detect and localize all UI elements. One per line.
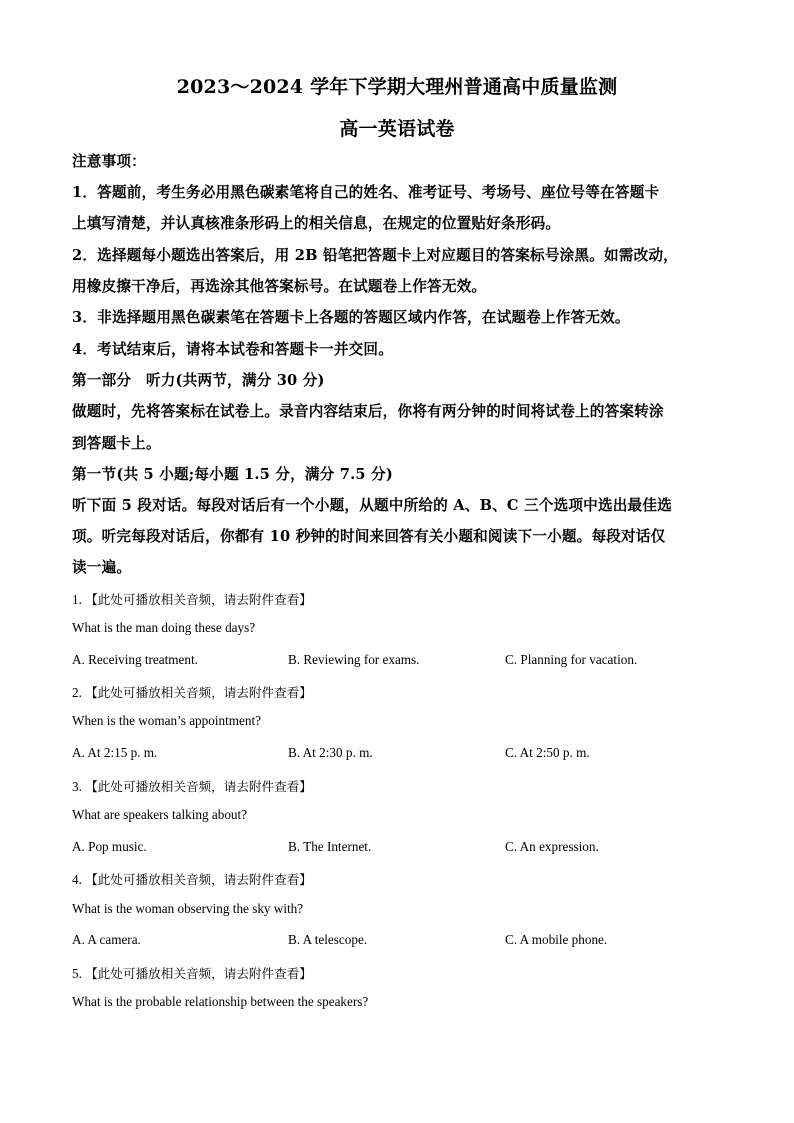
- question-1-option-a: A. Receiving treatment.: [72, 652, 198, 667]
- question-2-audio[interactable]: [72, 682, 312, 701]
- part1-intro-line: 到答题卡上。: [72, 435, 161, 452]
- question-2-option-c: C. At 2:50 p. m.: [505, 745, 590, 760]
- section1-intro-line: 项。听完每段对话后，你都有 10 秒钟的时间来回答有关小题和阅读下一小题。每段对话仅: [72, 528, 666, 545]
- question-2-option-a: A. At 2:15 p. m.: [72, 745, 158, 760]
- question-number: 5.: [72, 966, 82, 981]
- question-1-audio[interactable]: [72, 589, 312, 608]
- question-4-text: What is the woman observing the sky with?: [72, 901, 304, 916]
- question-2-option-b: B. At 2:30 p. m.: [288, 745, 373, 760]
- question-number: 3.: [72, 779, 82, 794]
- question-5-text: What is the probable relationship between the speakers?: [72, 994, 369, 1009]
- question-4-audio[interactable]: [72, 869, 312, 888]
- notice-line: 2．选择题每小题选出答案后，用 2B 铅笔把答题卡上对应题目的答案标号涂黑。如需改动，: [72, 247, 678, 264]
- question-number: 1.: [72, 592, 82, 607]
- audio-placeholder[interactable]: 【此处可播放相关音频，请去附件查看】: [85, 872, 312, 887]
- question-1-text: What is the man doing these days?: [72, 620, 256, 635]
- question-number: 2.: [72, 685, 82, 700]
- question-4-option-a: A. A camera.: [72, 932, 141, 947]
- question-3-option-a: A. Pop music.: [72, 839, 147, 854]
- question-4-option-c: C. A mobile phone.: [505, 932, 608, 947]
- notice-line: 1．答题前，考生务必用黑色碳素笔将自己的姓名、准考证号、考场号、座位号等在答题卡: [72, 184, 660, 201]
- question-5-audio[interactable]: [72, 963, 312, 982]
- question-1-option-c: C. Planning for vacation.: [505, 652, 638, 667]
- section1-heading: 第一节(共 5 小题;每小题 1.5 分，满分 7.5 分): [72, 466, 393, 483]
- question-3-text: What are speakers talking about?: [72, 807, 248, 822]
- notice-line: 上填写清楚，并认真核准条形码上的相关信息，在规定的位置贴好条形码。: [72, 215, 561, 232]
- part1-heading: 第一部分 听力(共两节，满分 30 分): [72, 372, 325, 389]
- question-3-option-c: C. An expression.: [505, 839, 599, 854]
- question-1-option-b: B. Reviewing for exams.: [288, 652, 420, 667]
- part1-intro-line: 做题时，先将答案标在试卷上。录音内容结束后，你将有两分钟的时间将试卷上的答案转涂: [72, 403, 664, 420]
- question-number: 4.: [72, 872, 82, 887]
- question-4-option-b: B. A telescope.: [288, 932, 368, 947]
- question-3-audio[interactable]: [72, 776, 312, 795]
- audio-placeholder[interactable]: 【此处可播放相关音频，请去附件查看】: [85, 966, 312, 981]
- notice-line: 4．考试结束后，请将本试卷和答题卡一并交回。: [72, 341, 394, 358]
- section1-intro-line: 读一遍。: [72, 559, 132, 576]
- notice-line: 用橡皮擦干净后，再选涂其他答案标号。在试题卷上作答无效。: [72, 278, 487, 295]
- notice-line: 3．非选择题用黑色碳素笔在答题卡上各题的答题区域内作答，在试题卷上作答无效。: [72, 309, 630, 326]
- audio-placeholder[interactable]: 【此处可播放相关音频，请去附件查看】: [85, 592, 312, 607]
- audio-placeholder[interactable]: 【此处可播放相关音频，请去附件查看】: [85, 685, 312, 700]
- exam-title: 2023～2024 学年下学期大理州普通高中质量监测: [176, 76, 618, 98]
- section1-intro-line: 听下面 5 段对话。每段对话后有一个小题，从题中所给的 A、B、C 三个选项中选出最佳选: [72, 497, 672, 514]
- notice-heading: 注意事项：: [72, 153, 146, 170]
- audio-placeholder[interactable]: 【此处可播放相关音频，请去附件查看】: [85, 779, 312, 794]
- exam-subtitle: 高一英语试卷: [339, 118, 455, 140]
- question-2-text: When is the woman’s appointment?: [72, 713, 261, 728]
- question-3-option-b: B. The Internet.: [288, 839, 372, 854]
